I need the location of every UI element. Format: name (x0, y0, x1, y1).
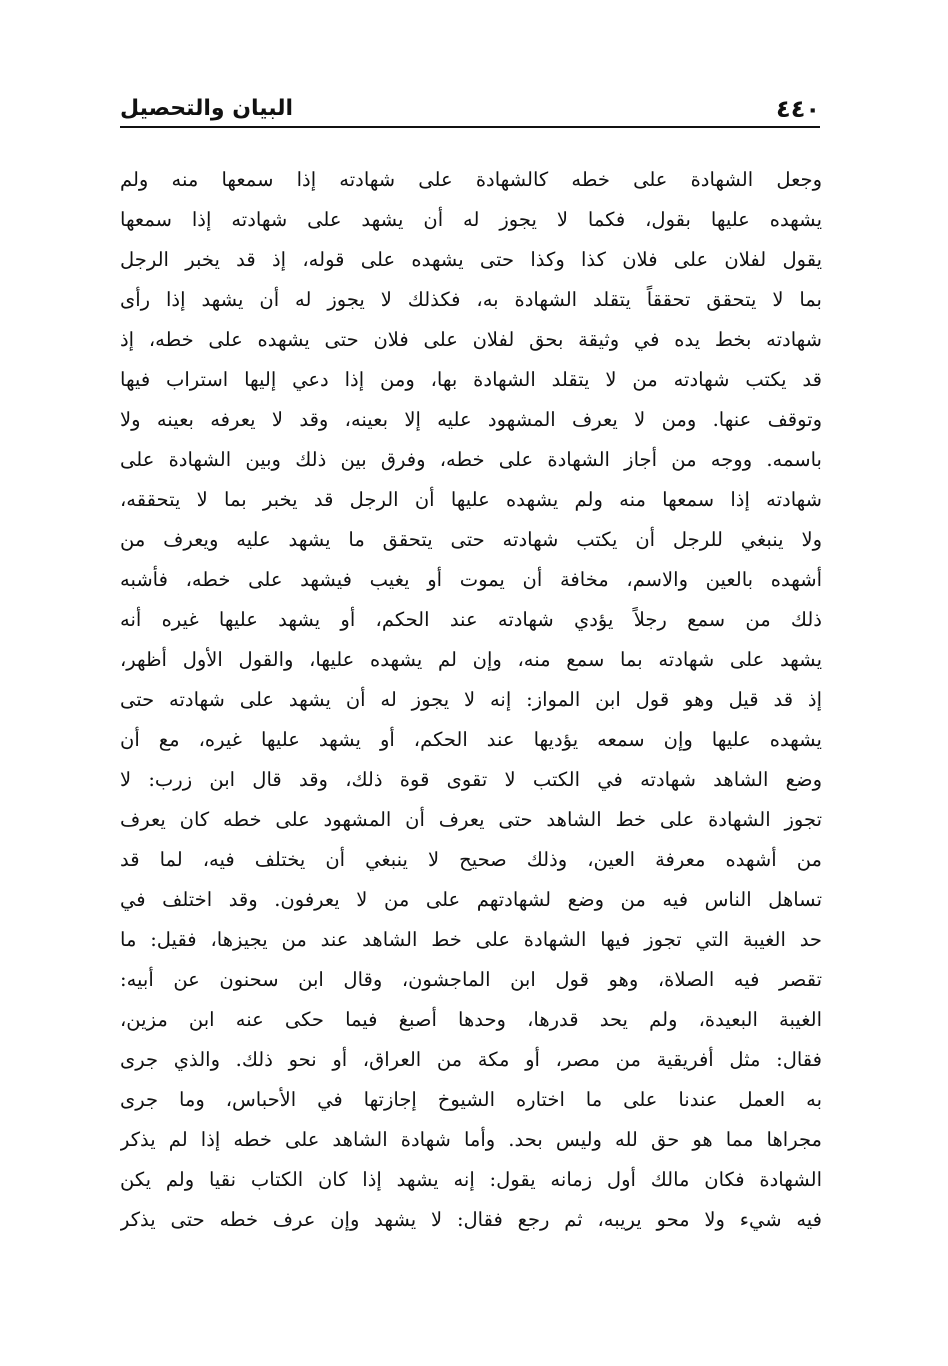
text-line: تساهل الناس فيه من وضع لشهادتهم على من لا يعرفون. وقد اختلف في (120, 888, 822, 911)
text-line: إذ قد قيل وهو قول ابن المواز: إنه لا يجوز له أن يشهد على شهادته حتى (120, 688, 822, 711)
text-line: ذلك من سمع رجلاً يؤدي شهادته عند الحكم، أو يشهد عليها غيره أنه (120, 608, 822, 631)
text-line: مجراها مما هو حق لله وليس بحد. وأما شهادة الشاهد على خطه إذا لم يذكر (120, 1128, 822, 1151)
page-header (120, 94, 820, 128)
body-text (120, 160, 822, 1240)
text-line: يشهده عليها وإن سمعه يؤديها عند الحكم، أو يشهد عليها غيره، مع أن (120, 728, 822, 751)
text-line: به العمل عندنا على ما اختاره الشيوخ إجازتها في الأحباس، وما جرى (120, 1088, 822, 1111)
running-title: البيان والتحصيل (120, 96, 294, 121)
text-line: ولا ينبغي للرجل أن يكتب شهادته حتى يتحقق ما يشهد عليه ويعرف من (120, 528, 822, 551)
text-line: الغيبة البعيدة، ولم يحد قدرها، وحدها أصبغ فيما حكى عنه ابن مزين، (120, 1008, 822, 1031)
text-line: أشهده بالعين والاسم، مخافة أن يموت أو يغيب فيشهد على خطه، فأشبه (120, 568, 822, 591)
text-line: يشهد على شهادته بما سمع منه، وإن لم يشهده عليها، والقول الأول أظهر، (120, 648, 822, 671)
text-line: وتوقف عنها. ومن لا يعرف المشهود عليه إلا بعينه، وقد لا يعرفه بعينه ولا (120, 408, 822, 431)
text-line: يشهده عليها بقول، فكما لا يجوز له أن يشهد على شهادته إذا سمعها (120, 208, 822, 231)
text-line: وجعل الشهادة على خطه كالشهادة على شهادته إذا سمعها منه ولم (120, 168, 822, 191)
text-line: قد يكتب شهادته من لا يتقلد الشهادة بها، ومن إذا دعي إليها استراب فيها (120, 368, 822, 391)
text-line: حد الغيبة التي تجوز فيها الشهادة على خط الشاهد عند من يجيزها، فقيل: ما (120, 928, 822, 951)
text-line: تجوز الشهادة على خط الشاهد حتى يعرف أن المشهود على خطه كان يعرف (120, 808, 822, 831)
text-line: فقال: مثل أفريقية من مصر، أو مكة من العراق، أو نحو ذلك. والذي جرى (120, 1048, 822, 1071)
text-line: بما لا يتحقق تحققاً يتقلد الشهادة به، فكذلك لا يجوز له أن يشهد إذا رأى (120, 288, 822, 311)
text-line: من أشهده معرفة العين، وذلك صحيح لا ينبغي أن يختلف فيه، لما قد (120, 848, 822, 871)
text-line: الشهادة فكان مالك أول زمانه يقول: إنه يشهد إذا كان الكتاب نقيا ولم يكن (120, 1168, 822, 1191)
text-line: يقول لفلان على فلان كذا وكذا حتى يشهده على قوله، إذ قد يخبر الرجل (120, 248, 822, 271)
text-line: شهادته إذا سمعها منه ولم يشهده عليها أن الرجل قد يخبر بما لا يتحققه، (120, 488, 822, 511)
text-line: فيه شيء ولا محو يريبه، ثم رجع فقال: لا يشهد وإن عرف خطه حتى يذكر (120, 1208, 822, 1231)
text-line: تقصر فيه الصلاة، وهو قول ابن الماجشون، وقال ابن سحنون عن أبيه: (120, 968, 822, 991)
text-line: باسمه. ووجه من أجاز الشهادة على خطه، وفرق بين ذلك وبين الشهادة على (120, 448, 822, 471)
text-line: وضع الشاهد شهادته في الكتب لا تقوى قوة ذلك، وقد قال ابن زرب: لا (120, 768, 822, 791)
text-line: شهادته بخط يده في وثيقة بحق لفلان على فلان حتى يشهده على خطه، إذ (120, 328, 822, 351)
page-number: ٤٤٠ (776, 95, 820, 123)
